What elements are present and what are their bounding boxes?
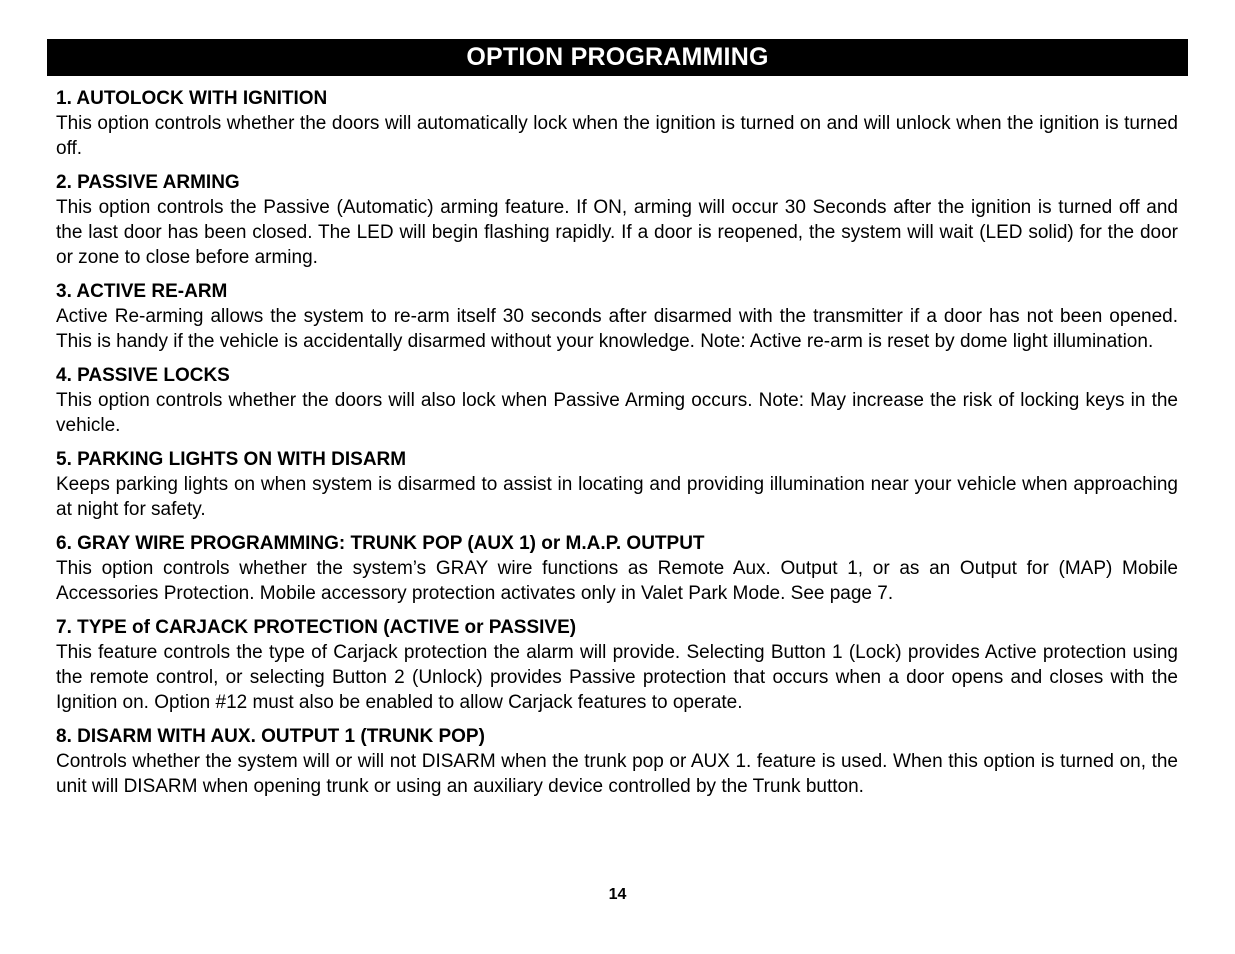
section-body: Active Re-arming allows the system to re-arm itself 30 seconds after disarmed with the transmitter if a door has not been opened. This is handy if the vehicle is accidentally disarmed without your knowledge. Note: Active re-arm is reset by dome light illumination. <box>56 306 1178 352</box>
section-body: This option controls the Passive (Automatic) arming feature. If ON, arming will occur 30 Seconds after the ignition is turned off and the last door has been closed. The LED will begin flashing rapidly. If a door is reopened, the system will wait (LED solid) for the door or zone to close before arming. <box>56 197 1178 268</box>
page-header-bar <box>47 39 1188 76</box>
section-body: This option controls whether the system’s GRAY wire functions as Remote Aux. Output 1, or as an Output for (MAP) Mobile Accessories Protection. Mobile accessory protection activates only in Valet Park Mode. See page 7. <box>56 558 1178 604</box>
option-section-5 <box>56 447 1178 522</box>
section-heading: 3. ACTIVE RE-ARM <box>56 281 228 302</box>
option-section-3 <box>56 279 1178 354</box>
section-heading: 4. PASSIVE LOCKS <box>56 365 230 386</box>
section-heading: 2. PASSIVE ARMING <box>56 172 240 193</box>
page-title: OPTION PROGRAMMING <box>466 43 769 71</box>
option-section-8 <box>56 724 1178 799</box>
section-body: This option controls whether the doors will automatically lock when the ignition is turned on and will unlock when the ignition is turned off. <box>56 113 1178 159</box>
option-section-2 <box>56 170 1178 270</box>
option-section-6 <box>56 531 1178 606</box>
section-body: This option controls whether the doors will also lock when Passive Arming occurs. Note: May increase the risk of locking keys in the vehicle. <box>56 390 1178 436</box>
section-heading: 8. DISARM WITH AUX. OUTPUT 1 (TRUNK POP) <box>56 726 485 747</box>
option-section-7 <box>56 615 1178 715</box>
document-content <box>56 86 1178 808</box>
section-heading: 5. PARKING LIGHTS ON WITH DISARM <box>56 449 407 470</box>
section-body: Keeps parking lights on when system is disarmed to assist in locating and providing illumination near your vehicle when approaching at night for safety. <box>56 474 1178 520</box>
section-body: Controls whether the system will or will not DISARM when the trunk pop or AUX 1. feature is used. When this option is turned on, the unit will DISARM when opening trunk or using an auxiliary device controlled by the Trunk button. <box>56 751 1178 797</box>
page-number: 14 <box>608 886 627 903</box>
section-body: This feature controls the type of Carjack protection the alarm will provide. Selecting Button 1 (Lock) provides Active protection using the remote control, or selecting Button 2 (Unlock) provides Passive protection that occurs when a door opens and closes with the Ignition on. Option #12 must also be enabled to allow Carjack features to operate. <box>56 642 1178 713</box>
option-section-4 <box>56 363 1178 438</box>
section-heading: 6. GRAY WIRE PROGRAMMING: TRUNK POP (AUX 1) or M.A.P. OUTPUT <box>56 533 705 554</box>
section-heading: 1. AUTOLOCK WITH IGNITION <box>56 88 328 109</box>
section-heading: 7. TYPE of CARJACK PROTECTION (ACTIVE or PASSIVE) <box>56 617 577 638</box>
option-section-1 <box>56 86 1178 161</box>
